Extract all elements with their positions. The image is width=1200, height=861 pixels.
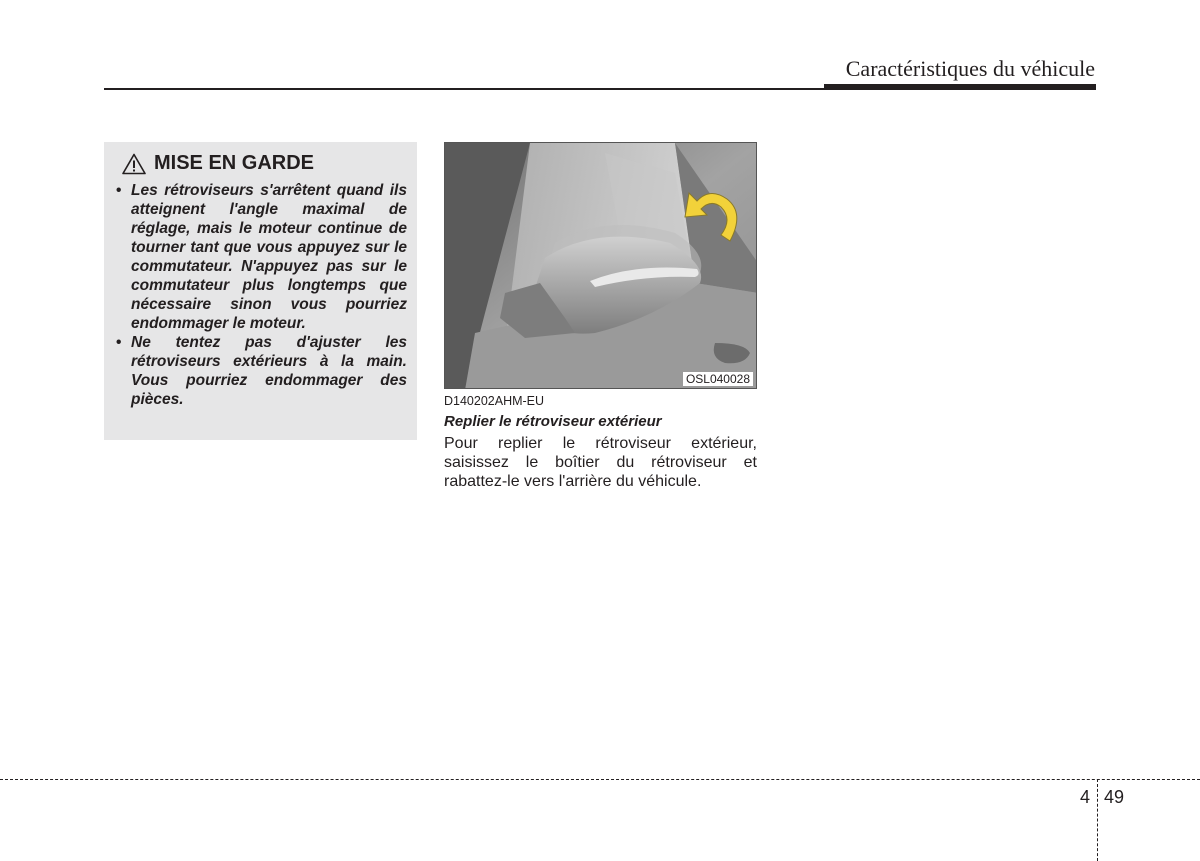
page-header-title: Caractéristiques du véhicule (845, 56, 1095, 81)
mirror-illustration (444, 142, 757, 389)
bullet: • (116, 334, 122, 351)
warning-triangle-icon (122, 153, 146, 175)
figure-code: OSL040028 (683, 372, 753, 386)
warning-box (104, 142, 417, 440)
warning-list (114, 181, 407, 409)
warning-item (114, 181, 407, 333)
section-title: Replier le rétroviseur extérieur (444, 413, 662, 430)
footer-divider (1097, 779, 1098, 861)
bullet: • (116, 182, 122, 199)
page-number: 49 (1104, 787, 1125, 807)
warning-item-text: Les rétroviseurs s'arrêtent quand ils atteignent l'angle maximal de réglage, mais le moteur continue de tourner tant que vous appuyez sur le commutateur. N'appuyez pas sur le commutateur plus longtemps que nécessaire sinon vous pourriez endommager le moteur. (131, 182, 407, 332)
warning-title: MISE EN GARDE (154, 152, 315, 174)
section-body: Pour replier le rétroviseur extérieur, saisissez le boîtier du rétroviseur et rabattez-le vers l'arrière du véhicule. (444, 435, 757, 490)
footer-rule (0, 779, 1200, 780)
chapter-number: 4 (1080, 787, 1091, 807)
warning-item-text: Ne tentez pas d'ajuster les rétroviseurs extérieurs à la main. Vous pourriez endommager des pièces. (131, 334, 407, 408)
folding-mirror-illustration (445, 143, 757, 389)
warning-item (114, 333, 407, 409)
header-rule-accent (824, 84, 1096, 90)
warning-heading (122, 152, 407, 175)
section-code: D140202AHM-EU (444, 394, 545, 408)
